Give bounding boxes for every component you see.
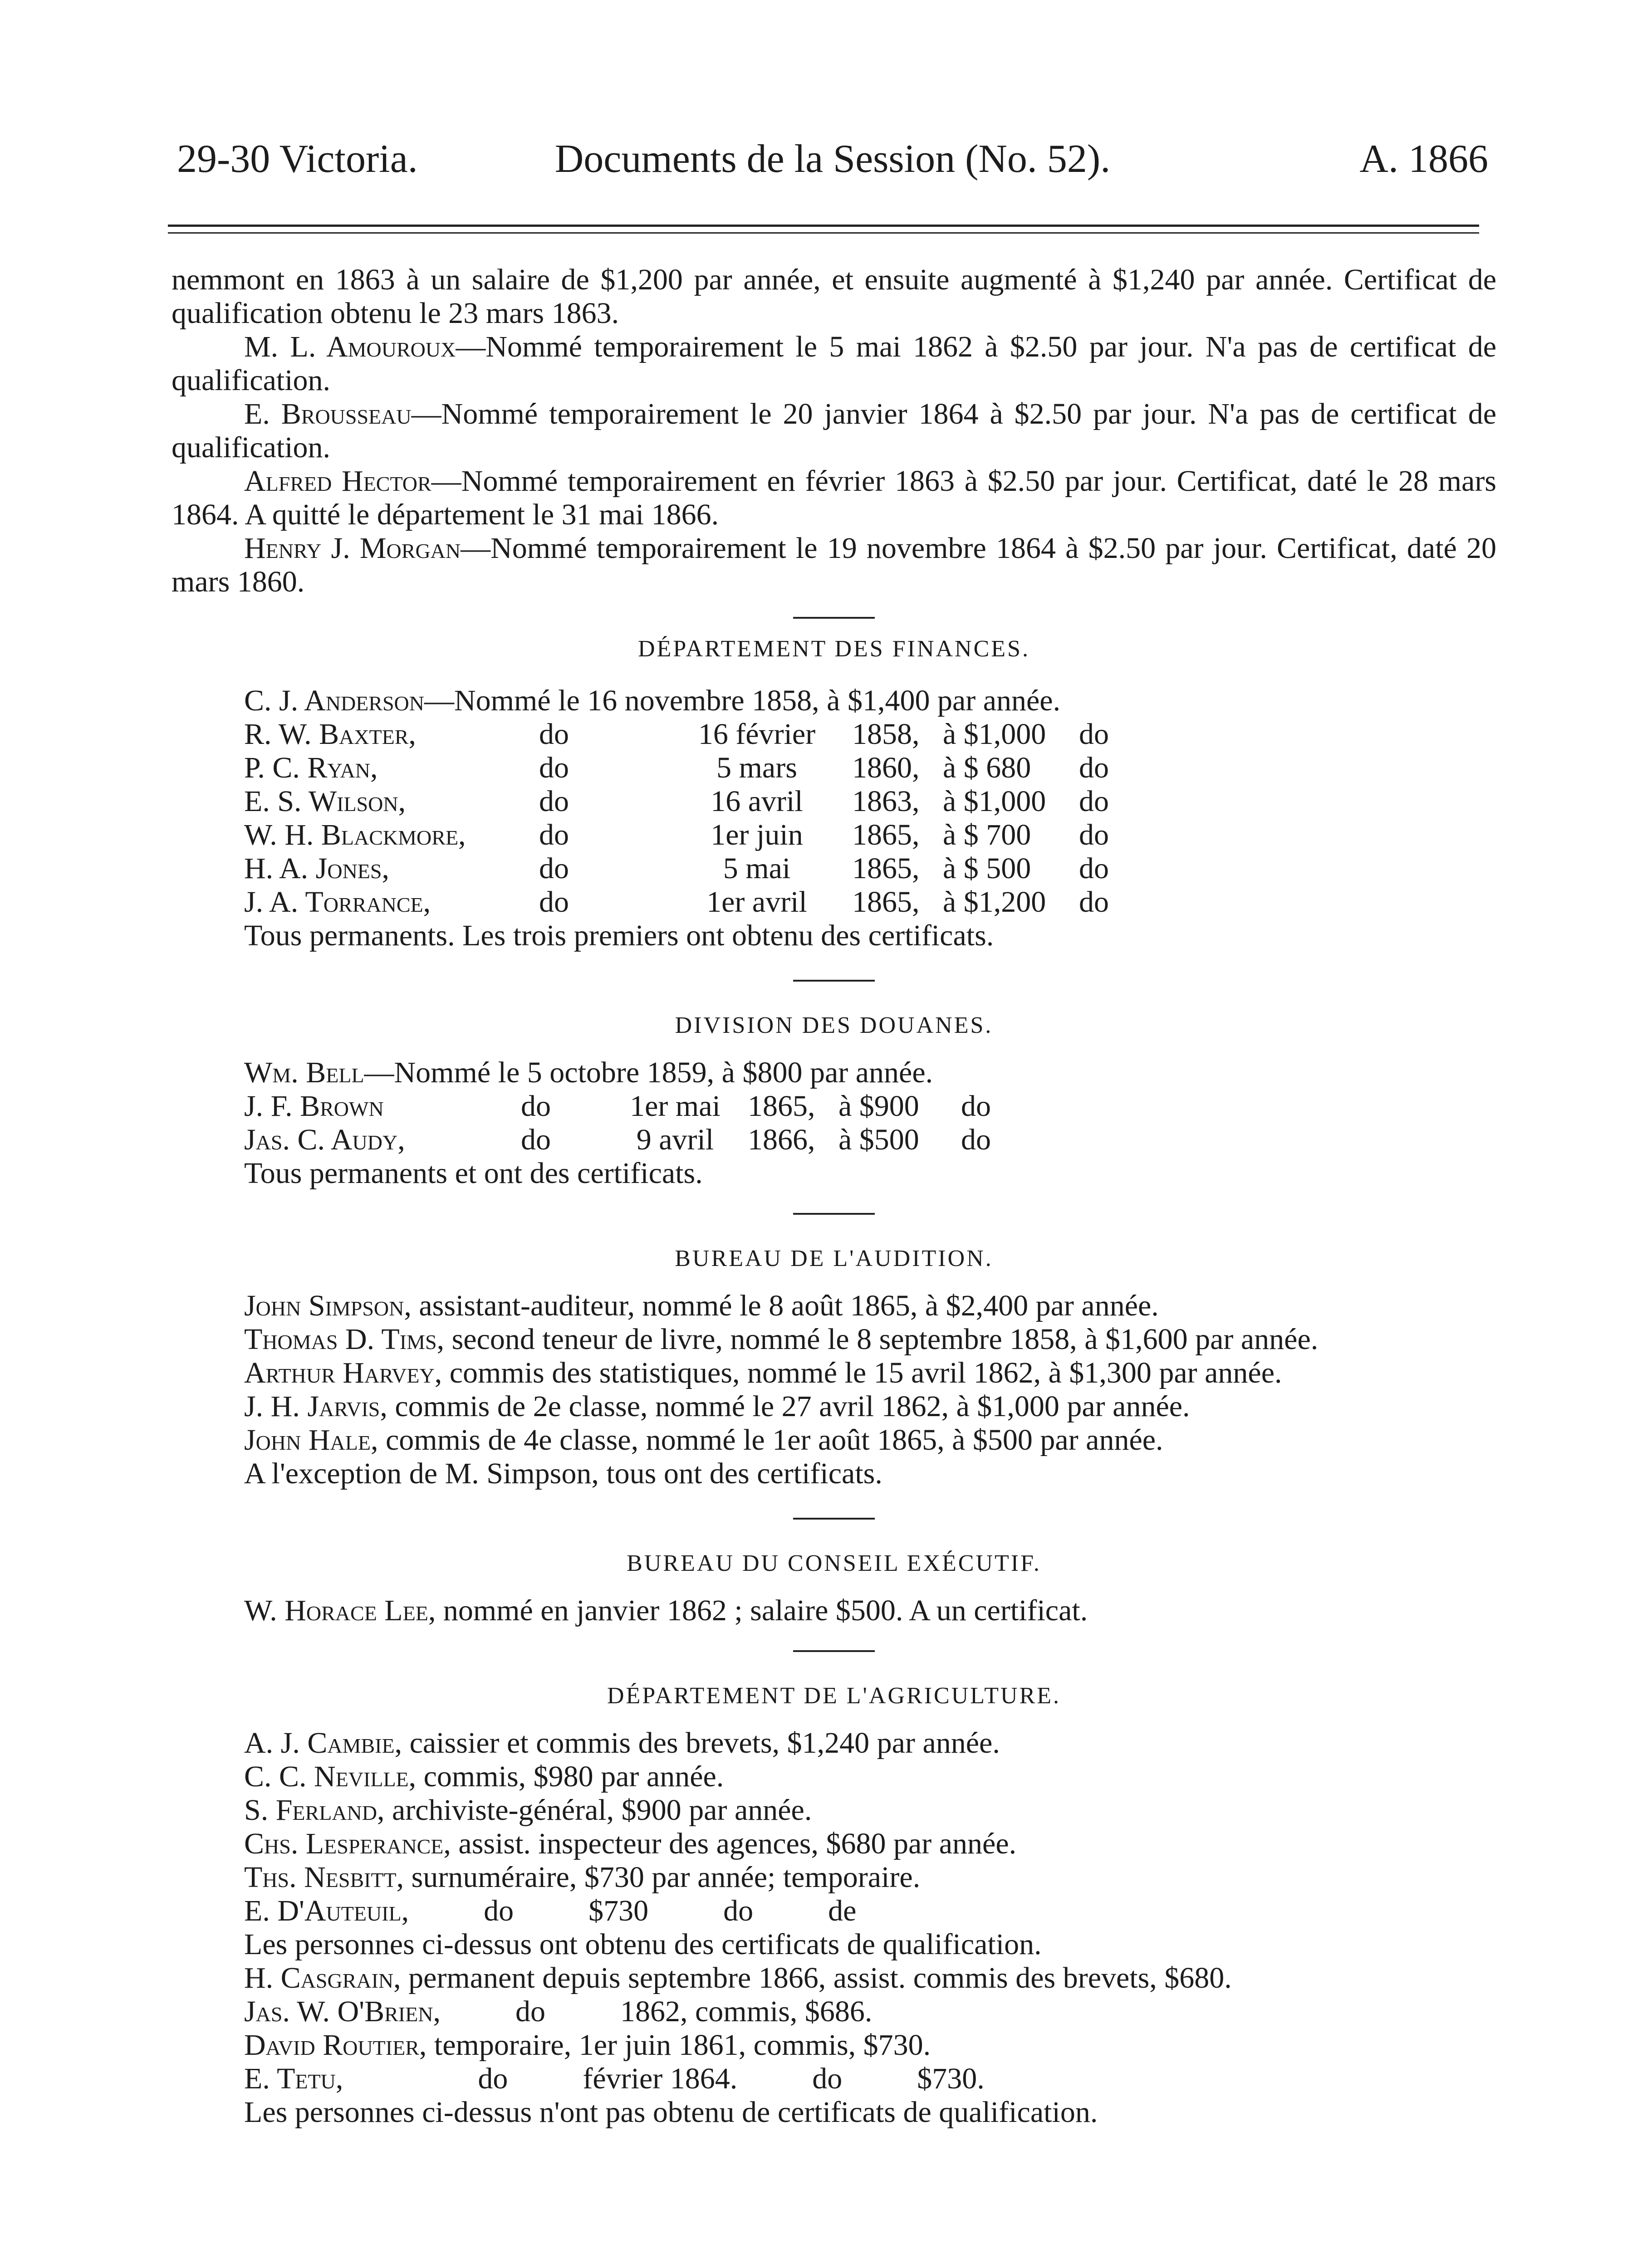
agriculture-entries	[172, 1726, 1496, 1928]
cell-date: 5 mai	[723, 852, 791, 885]
cell-do2: do	[1079, 718, 1109, 751]
section-title-agriculture: DÉPARTEMENT DE L'AGRICULTURE.	[607, 1683, 1061, 1709]
table-row	[244, 885, 1170, 919]
cell-date: 1er mai	[630, 1090, 721, 1123]
cell-do2: do	[1079, 852, 1109, 885]
cell-do2: do	[1079, 751, 1109, 784]
cell-sal: à $500	[838, 1123, 919, 1156]
entry-text: , do février 1864. do $730.	[335, 2062, 985, 2095]
cell-year: 1863,	[852, 785, 920, 818]
person-name: Arthur Harvey	[244, 1356, 435, 1389]
header-title: Documents de la Session (No. 52).	[554, 137, 1111, 181]
table-row	[244, 1123, 1052, 1157]
person-name: C. C. Neville	[244, 1760, 409, 1793]
entry-text: , assist. inspecteur des agences, $680 par année.	[443, 1827, 1017, 1860]
cell-sal: à $ 700	[943, 818, 1031, 851]
list-entry	[172, 1995, 1496, 2028]
cell-sal: à $ 680	[943, 751, 1031, 784]
list-entry	[172, 1423, 1496, 1457]
audition-entries	[172, 1289, 1496, 1457]
conseil-entry: W. Horace Lee, nommé en janvier 1862 ; salaire $500. A un certificat.	[244, 1594, 1088, 1627]
running-header	[177, 136, 1488, 191]
entry-text: , commis des statistiques, nommé le 15 avril 1862, à $1,300 par année.	[434, 1356, 1282, 1389]
agriculture-note-1: Les personnes ci-dessus ont obtenu des certificats de qualification.	[244, 1928, 1042, 1961]
list-entry	[172, 1356, 1496, 1390]
entry-text: —Nommé temporairement le 19 novembre 1864 à $2.50 par jour. Certificat, daté 20 mars 1860.	[172, 532, 1497, 598]
cell-name: W. H. Blackmore,	[244, 818, 466, 851]
section-title-finances: DÉPARTEMENT DES FINANCES.	[638, 636, 1030, 662]
finances-note: Tous permanents. Les trois premiers ont obtenu des certificats.	[244, 919, 994, 952]
cell-do: do	[539, 852, 569, 885]
douanes-note: Tous permanents et ont des certificats.	[244, 1157, 703, 1190]
header-year: A. 1866	[1359, 137, 1488, 181]
cell-date: 1er avril	[706, 885, 807, 919]
agriculture-entries-2	[172, 1961, 1496, 2096]
list-entry	[172, 1726, 1496, 1760]
person-name: S. Ferland	[244, 1794, 377, 1827]
cell-do2: do	[1079, 818, 1109, 851]
cell-name: E. S. Wilson,	[244, 785, 406, 818]
table-row	[244, 751, 1170, 785]
list-entry	[172, 1760, 1496, 1794]
cell-name: J. F. Brown	[244, 1090, 384, 1123]
page-body	[172, 263, 1496, 2129]
person-name: David Routier	[244, 2028, 419, 2062]
audition-note: A l'exception de M. Simpson, tous ont des certificats.	[244, 1457, 882, 1490]
list-entry	[172, 2062, 1496, 2096]
person-name: John Simpson	[244, 1289, 404, 1322]
cell-sal: à $1,200	[943, 885, 1046, 919]
list-entry	[172, 1861, 1496, 1894]
entry-text: , do 1862, commis, $686.	[433, 1995, 873, 2028]
finances-table	[244, 718, 1170, 919]
entry-text: nemmont en 1863 à un salaire de $1,200 par année, et ensuite augmenté à $1,240 par année. Certificat de qualification obtenu le 23 mars 1863.	[172, 263, 1496, 330]
person-name: Alfred Hector	[244, 464, 431, 498]
entry-text: —Nommé temporairement le 20 janvier 1864 à $2.50 par jour. N'a pas de certificat de qualification.	[172, 397, 1496, 464]
cell-date: 1er juin	[711, 818, 803, 851]
entry-text: —Nommé temporairement en février 1863 à $2.50 par jour. Certificat, daté le 28 mars 1864. A quitté le département le 31 mai 1866.	[172, 464, 1496, 531]
person-name: E. D'Auteuil	[244, 1894, 402, 1927]
person-name: Ths. Nesbitt	[244, 1861, 397, 1894]
cell-sal: à $1,000	[943, 718, 1046, 751]
cell-name: J. A. Torrance,	[244, 885, 431, 919]
table-row	[244, 852, 1170, 885]
header-rule-thin	[168, 232, 1479, 234]
intro-entries	[172, 263, 1496, 599]
cell-year: 1865,	[852, 885, 920, 919]
entry-text: , commis de 2e classe, nommé le 27 avril 1862, à $1,000 par année.	[380, 1390, 1190, 1423]
intro-paragraph	[172, 532, 1496, 599]
douanes-table	[244, 1090, 1052, 1157]
entry-text: , assistant-auditeur, nommé le 8 août 1865, à $2,400 par année.	[404, 1289, 1159, 1322]
intro-paragraph	[172, 263, 1496, 330]
cell-do: do	[539, 718, 569, 751]
cell-do2: do	[961, 1090, 991, 1123]
cell-do: do	[539, 818, 569, 851]
cell-do: do	[539, 751, 569, 784]
cell-year: 1858,	[852, 718, 920, 751]
table-row	[244, 1090, 1052, 1123]
intro-paragraph	[172, 397, 1496, 464]
entry-text: , caissier et commis des brevets, $1,240 par année.	[394, 1726, 1000, 1760]
cell-year: 1865,	[852, 818, 920, 851]
person-name: A. J. Cambie	[244, 1726, 395, 1760]
entry-text: , permanent depuis septembre 1866, assist. commis des brevets, $680.	[393, 1961, 1232, 1994]
entry-text: , second teneur de livre, nommé le 8 septembre 1858, à $1,600 par année.	[436, 1323, 1319, 1356]
section-title-douanes: DIVISION DES DOUANES.	[675, 1012, 993, 1038]
cell-name: R. W. Baxter,	[244, 718, 416, 751]
cell-date: 16 février	[698, 718, 816, 751]
intro-paragraph	[172, 330, 1496, 397]
table-row	[244, 785, 1170, 818]
entry-text: , do $730 do de	[401, 1894, 857, 1927]
cell-name: Jas. C. Audy,	[244, 1123, 405, 1156]
person-name: H. Casgrain	[244, 1961, 394, 1994]
douanes-first-entry: Wm. Bell—Nommé le 5 octobre 1859, à $800 par année.	[244, 1056, 933, 1089]
section-title-audition: BUREAU DE L'AUDITION.	[675, 1246, 993, 1271]
list-entry	[172, 1894, 1496, 1928]
section-title-conseil: BUREAU DU CONSEIL EXÉCUTIF.	[627, 1550, 1041, 1576]
cell-date: 5 mars	[716, 751, 797, 784]
cell-do2: do	[1079, 885, 1109, 919]
cell-sal: à $ 500	[943, 852, 1031, 885]
person-name: Henry J. Morgan	[244, 532, 461, 565]
header-volume: 29-30 Victoria.	[177, 137, 418, 181]
list-entry	[172, 1794, 1496, 1827]
cell-year: 1865,	[748, 1090, 815, 1123]
person-name: Chs. Lesperance	[244, 1827, 444, 1860]
cell-sal: à $900	[838, 1090, 919, 1123]
entry-text: , archiviste-général, $900 par année.	[377, 1794, 812, 1827]
cell-name: P. C. Ryan,	[244, 751, 378, 784]
list-entry	[172, 2028, 1496, 2062]
person-name: John Hale	[244, 1423, 371, 1457]
list-entry	[172, 1390, 1496, 1423]
person-name: E. Brousseau	[244, 397, 412, 430]
list-entry	[172, 1961, 1496, 1995]
cell-do: do	[539, 885, 569, 919]
cell-year: 1866,	[748, 1123, 815, 1156]
table-row	[244, 818, 1170, 852]
person-name: Jas. W. O'Brien	[244, 1995, 433, 2028]
cell-do: do	[521, 1090, 551, 1123]
cell-do: do	[539, 785, 569, 818]
cell-do2: do	[1079, 785, 1109, 818]
cell-name: H. A. Jones,	[244, 852, 389, 885]
finances-first-entry: C. J. Anderson—Nommé le 16 novembre 1858, à $1,400 par année.	[244, 684, 1061, 717]
entry-text: , commis, $980 par année.	[408, 1760, 724, 1793]
entry-text: —Nommé temporairement le 5 mai 1862 à $2.50 par jour. N'a pas de certificat de qualification.	[172, 330, 1496, 397]
entry-text: , temporaire, 1er juin 1861, commis, $730.	[419, 2028, 931, 2062]
person-name: Thomas D. Tims	[244, 1323, 437, 1356]
cell-year: 1865,	[852, 852, 920, 885]
cell-date: 16 avril	[711, 785, 803, 818]
person-name: E. Tetu	[244, 2062, 336, 2095]
entry-text: , commis de 4e classe, nommé le 1er août 1865, à $500 par année.	[370, 1423, 1163, 1457]
list-entry	[172, 1827, 1496, 1861]
intro-paragraph	[172, 464, 1496, 532]
person-name: M. L. Amouroux	[244, 330, 456, 363]
person-name: J. H. Jarvis	[244, 1390, 380, 1423]
cell-year: 1860,	[852, 751, 920, 784]
cell-date: 9 avril	[636, 1123, 714, 1156]
agriculture-note-2: Les personnes ci-dessus n'ont pas obtenu de certificats de qualification.	[244, 2096, 1098, 2129]
list-entry	[172, 1289, 1496, 1323]
cell-do2: do	[961, 1123, 991, 1156]
cell-do: do	[521, 1123, 551, 1156]
list-entry	[172, 1323, 1496, 1356]
header-rule	[168, 225, 1479, 227]
entry-text: , surnuméraire, $730 par année; temporaire.	[396, 1861, 921, 1894]
cell-sal: à $1,000	[943, 785, 1046, 818]
table-row	[244, 718, 1170, 751]
